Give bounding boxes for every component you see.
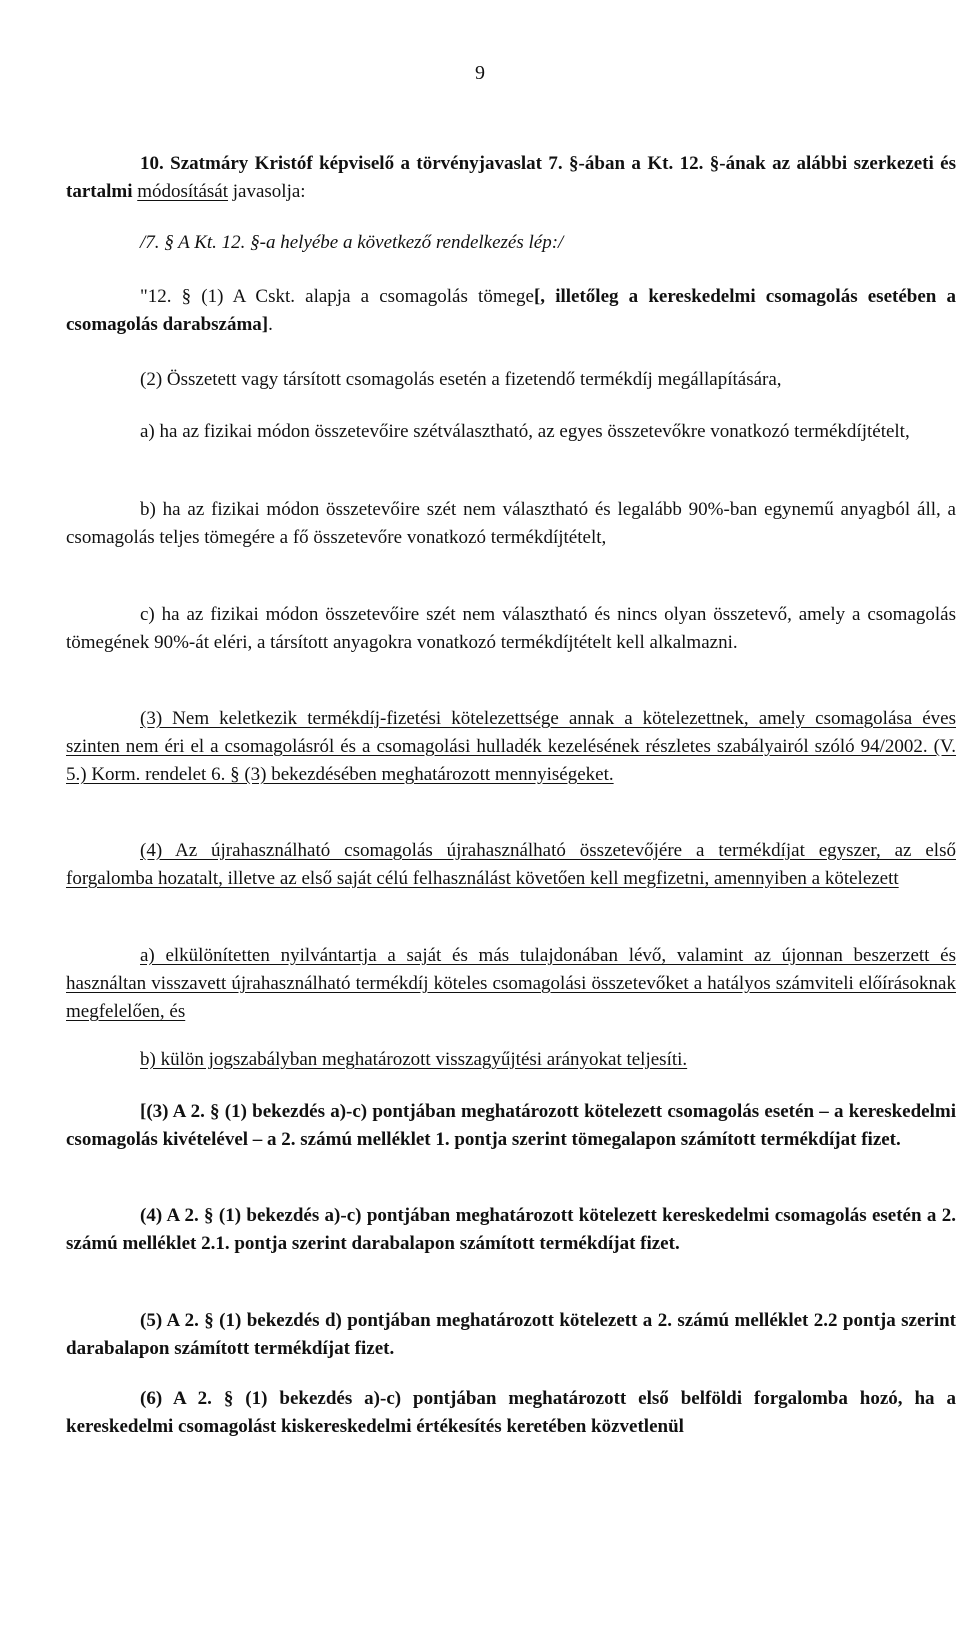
- amendment-underlined-word: módosítását: [137, 181, 229, 202]
- deleted-section-4: (4) A 2. § (1) bekezdés a)-c) pontjában meghatározott kötelezett kereskedelmi csomagolás esetén a 2. számú melléklet 2.1. pontja szerint darabalapon számított termékdíjat fizet.: [66, 1205, 956, 1254]
- replacement-instruction: /7. § A Kt. 12. §-a helyébe a következő rendelkezés lép:/: [140, 232, 564, 253]
- section-1-text: "12. § (1) A Cskt. alapja a csomagolás tömege: [140, 286, 534, 307]
- section-4-new: (4) Az újrahasználható csomagolás újrahasználható összetevőjére a termékdíjat egyszer, az első forgalomba hozatalt, illetve az első saját célú felhasználást követően kell megfizetni, amennyiben a kötelezett: [66, 840, 956, 889]
- section-4-b: b) külön jogszabályban meghatározott visszagyűjtési arányokat teljesíti.: [140, 1049, 688, 1070]
- section-2-c: c) ha az fizikai módon összetevőire szét nem választható és nincs olyan összetevő, amely a csomagolás tömegének 90%-át eléri, a társított anyagokra vonatkozó termékdíjtételt kell alkalmazni.: [66, 604, 956, 653]
- section-4-a: a) elkülönítetten nyilvántartja a saját és más tulajdonában lévő, valamint az újonnan beszerzett és használtan visszavett újrahasználható termékdíj köteles csomagolási összetevőket a hatályos számviteli előírásoknak megfelelően, és: [66, 945, 956, 1022]
- amendment-heading-tail: javasolja:: [228, 181, 306, 202]
- amendment-number: 10.: [140, 153, 164, 174]
- page-number: 9: [475, 62, 485, 84]
- deleted-section-5: (5) A 2. § (1) bekezdés d) pontjában meghatározott kötelezett a 2. számú melléklet 2.2 pontja szerint darabalapon számított termékdíjat fizet.: [66, 1310, 956, 1359]
- section-2-b: b) ha az fizikai módon összetevőire szét nem választható és legalább 90%-ban egynemű anyagból áll, a csomagolás teljes tömegére a fő összetevőre vonatkozó termékdíjtételt,: [66, 499, 956, 548]
- section-1-end: .: [268, 314, 273, 335]
- section-1: [66, 283, 956, 339]
- deleted-section-3: [(3) A 2. § (1) bekezdés a)-c) pontjában meghatározott kötelezett csomagolás esetén – a kereskedelmi csomagolás kivételével – a 2. számú melléklet 1. pontja szerint tömegalapon számított termékdíjat fizet.: [66, 1101, 956, 1150]
- section-2: (2) Összetett vagy társított csomagolás esetén a fizetendő termékdíj megállapítására,: [140, 369, 782, 390]
- section-1-deleted-bold: [, illetőleg a kereskedelmi csomagolás esetében a csomagolás darabszáma]: [66, 286, 956, 335]
- amendment-heading: Szatmáry Kristóf képviselő a törvényjavaslat 7. §-ában a Kt. 12. §-ának az alábbi szerkezeti és tartalmi: [66, 153, 956, 202]
- deleted-section-6: (6) A 2. § (1) bekezdés a)-c) pontjában meghatározott első belföldi forgalomba hozó, ha a kereskedelmi csomagolást kiskereskedelmi értékesítés keretében közvetlenül: [66, 1388, 956, 1437]
- amendment-intro: [66, 150, 956, 206]
- section-3-new: (3) Nem keletkezik termékdíj-fizetési kötelezettsége annak a kötelezettnek, amely csomagolása éves szinten nem éri el a csomagolásról és a csomagolási hulladék kezelésének részletes szabályairól szóló 94/2002. (V. 5.) Korm. rendelet 6. § (3) bekezdésében meghatározott mennyiségeket.: [66, 708, 956, 785]
- section-2-a: a) ha az fizikai módon összetevőire szétválasztható, az egyes összetevőkre vonatkozó termékdíjtételt,: [140, 421, 910, 442]
